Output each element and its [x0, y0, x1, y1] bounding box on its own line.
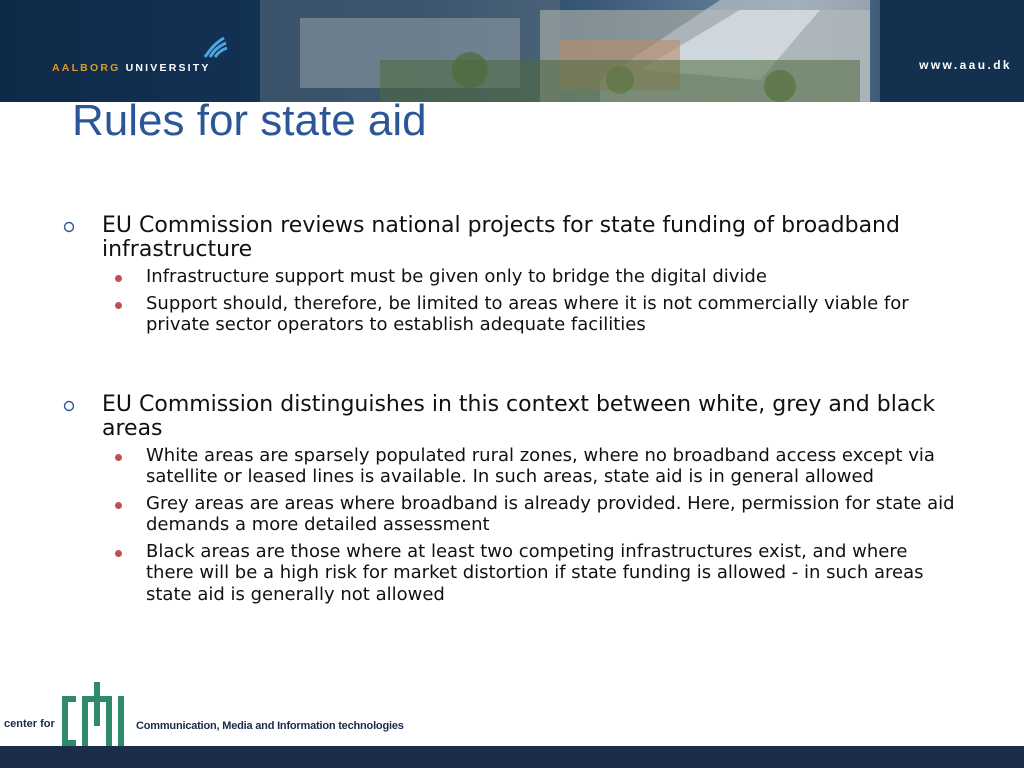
bullet-level2 — [60, 445, 960, 488]
bullet-level2-text: White areas are sparsely populated rural zones, where no broadband access except via satellite or leased lines is available. In such areas, state aid is in general allowed — [146, 444, 935, 487]
bullet-level2 — [60, 493, 960, 536]
sub-bullet-list — [60, 266, 960, 336]
bottom-bar — [0, 746, 1024, 768]
bullet-level1 — [60, 393, 960, 441]
logo-brand: AALBORG — [52, 62, 121, 74]
bullet-level2 — [60, 541, 960, 606]
wave-logo-icon — [202, 36, 228, 58]
dot-bullet-icon — [115, 502, 122, 509]
header-banner — [0, 0, 1024, 102]
section-gap — [60, 341, 960, 393]
cmi-description: Communication, Media and Information technologies — [136, 720, 404, 732]
university-name — [52, 62, 211, 74]
bullet-level1-text: EU Commission reviews national projects for state funding of broadband infrastructure — [102, 213, 900, 262]
university-logo[interactable] — [52, 36, 252, 76]
bullet-level2-text: Black areas are those where at least two competing infrastructures exist, and where there will be a high risk for market distortion if state funding is allowed - in such areas state aid is generally not allowed — [146, 540, 924, 605]
cmi-logo-icon — [62, 682, 128, 746]
logo-suffix: UNIVERSITY — [125, 62, 211, 74]
slide-content — [60, 214, 960, 610]
bullet-level1-text: EU Commission distinguishes in this context between white, grey and black areas — [102, 391, 936, 441]
center-for-label: center for — [4, 718, 55, 730]
dot-bullet-icon — [115, 454, 122, 461]
bullet-level2-text: Grey areas are areas where broadband is already provided. Here, permission for state aid demands a more detailed assessment — [146, 492, 955, 535]
footer — [0, 678, 1024, 750]
bullet-level2-text: Support should, therefore, be limited to areas where it is not commercially viable for private sector operators to establish adequate facilities — [146, 292, 909, 335]
hollow-circle-bullet-icon — [63, 215, 77, 229]
dot-bullet-icon — [115, 302, 122, 309]
website-url[interactable]: www.aau.dk — [919, 58, 1012, 72]
bullet-level2 — [60, 293, 960, 336]
bullet-level1 — [60, 214, 960, 262]
slide-title: Rules for state aid — [72, 96, 427, 145]
sub-bullet-list — [60, 445, 960, 606]
bullet-level2-text: Infrastructure support must be given only to bridge the digital divide — [146, 266, 767, 287]
dot-bullet-icon — [115, 275, 122, 282]
hollow-circle-bullet-icon — [63, 394, 77, 408]
bullet-level2 — [60, 266, 960, 288]
dot-bullet-icon — [115, 550, 122, 557]
